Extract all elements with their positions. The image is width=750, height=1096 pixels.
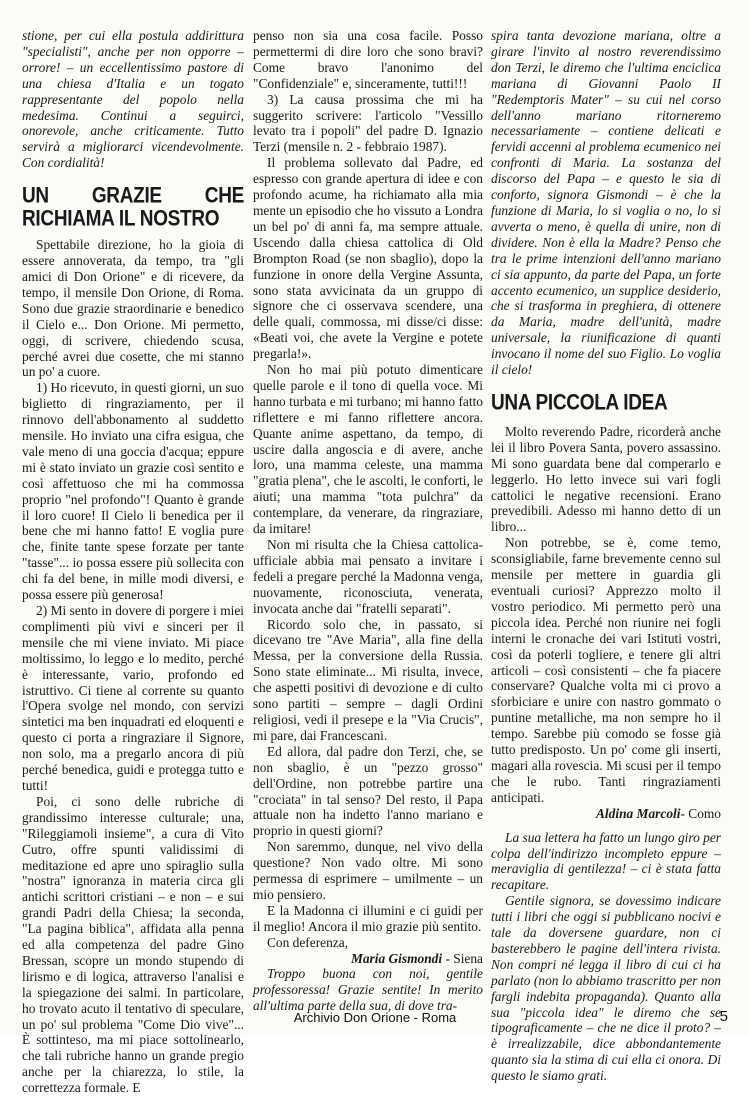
signature-name: Aldina Marcoli — [596, 805, 681, 821]
column-2 — [253, 28, 483, 1014]
paragraph: stione, per cui ella postula addirittura "specialisti", anche per non opporre – orrore! – un eccellentissimo pastore di una chiesa d'Italia e un togato rappresentante del popolo nella medesima. Continui a seguirci, onorevole, anche criticamente. Tutto servirà a migliorarci vicendevolmente. Con cordialità! — [22, 28, 244, 171]
paragraph: Non mi risulta che la Chiesa cattolica-ufficiale abbia mai pensato a invitare i fedeli a pregare perché la Madonna venga, nuovamente, riconosciuta, venerata, invocata anche dai "fratelli separati". — [253, 537, 483, 616]
paragraph: Poi, ci sono delle rubriche di grandissimo interesse culturale; una, "Rileggiamoli insieme", a cura di Vito Cutro, offre spunti validissimi di meditazione ed apre uno spiraglio sulla "nostra" ignoranza in materia circa gli antichi scrittori cristiani – e non – e sui grandi Padri della Chiesa; la seconda, "La pagina biblica", affidata alla penna ed alla competenza del padre Gino Bressan, scopre un mondo stupendo di lirismo e di logica, attraverso l'analisi e la spiegazione dei salmi. In particolare, ho trovato acuto il tentativo di speculare, un po' sul problema "Come Dio vive"... È sottinteso, ma mi piace sottolinearlo, che tali rubriche hanno un grande pregio anche per la chiarezza, lo stile, la correttezza formale. E — [22, 793, 244, 1096]
signature — [491, 806, 721, 822]
archive-footer: Archivio Don Orione - Roma — [293, 1010, 457, 1025]
paragraph: Con deferenza, — [267, 934, 349, 950]
column-1 — [22, 28, 244, 1096]
signature-place: - Siena — [442, 950, 483, 966]
page-number: 5 — [719, 1008, 728, 1025]
reply-paragraph: La sua lettera ha fatto un lungo giro per colpa dell'indirizzo incompleto eppure – meraviglia di gentilezza! – ci è stata fatta recapitare. — [491, 829, 721, 893]
paragraph: Spettabile direzione, ho la gioia di essere annoverata, da tempo, tra "gli amici di Don Orione" e di ricevere, da tempo, il mensile Don Orione, di Roma. Sono due grazie straordinarie e benedico il Cielo e... Don Orione. Mi permetto, oggi, di scrivere, chiedendo scusa, perché avrei due cosette, che mi stanno un po' a cuore. — [22, 237, 244, 380]
signature — [253, 951, 483, 967]
reply-paragraph: Gentile signora, se dovessimo indicare tutti i libri che oggi si pubblicano nocivi e tale da doversene guardare, non ci basterebbero le pagine dell'intera rivista. Non compri né legga il libro di cui ci ha parlato (non lo abbiamo trascritto per non fargli indebita propaganda). Quanto alla sua "piccola idea" le diremo che se tipograficamente – che ne dice il proto? – è irrealizzabile, dice abbondantemente quanto sia la stima di cui ella ci onora. Di questo le siamo grati. — [491, 893, 721, 1084]
paragraph: Non saremmo, dunque, nel vivo della questione? Non vado oltre. Mi sono permessa di esprimere – umilmente – un mio pensiero. — [253, 839, 483, 902]
paragraph: E la Madonna ci illumini e ci guidi per il meglio! Ancora il mio grazie più sentito. — [253, 902, 483, 934]
signature-place: - Como — [680, 805, 721, 821]
paragraph: 1) Ho ricevuto, in questi giorni, un suo biglietto di ringraziamento, per il rinnovo dell'abbonamento al suddetto mensile. Ho inviato una cifra esigua, che vale meno di una goccia d'acqua; eppure mi è stato inviato un grazie così sentito e così affettuoso che mi ha commossa proprio "nel profondo"! Quanto è grande il loro cuore! Il Cielo li benedica per il bene che mi hanno fatto! E voglia pure che, finite tante spese forzate per tante "tasse"... io possa essere più sollecita con chi fa del bene, in mille modi diversi, e possa essere più generosa! — [22, 380, 244, 603]
paragraph: 2) Mi sento in dovere di porgere i miei complimenti più vivi e sinceri per il mensile che mi viene inviato. Mi piace moltissimo, lo leggo e lo medito, perché è interessante, vario, profondo ed istruttivo. Ci tiene al corrente su quanto l'Opera svolge nel mondo, con servizi sintetici ma ben inquadrati ed eloquenti e questo ci porta a ringraziare il Signore, non solo, ma a pregarlo ancora di più perché benedica, guidi e protegga tutto e tutti! — [22, 603, 244, 793]
article-heading: UNA PICCOLA IDEA — [491, 390, 668, 415]
reply-paragraph: Troppo buona con noi, gentile professoressa! Grazie sentite! In merito all'ultima parte della sua, di dove tra- — [253, 966, 483, 1014]
reply-paragraph: spira tanta devozione mariana, oltre a girare l'invito al nostro reverendissimo don Terzi, le diremo che l'ultima enciclica mariana di Giovanni Paolo II "Redemptoris Mater" – su cui nel corso dell'anno mariano ritorneremo necessariamente – contiene delicati e fervidi accenni al problema ecumenico nei confronti di Maria. La sostanza del discorso del Papa – e questo le sia di conforto, signora Gismondi – è che la funzione di Maria, lo si voglia o no, lo si avverta o meno, è quella di unire, non di dividere. Non è ella la Madre? Penso che tra le prime intenzioni dell'anno mariano ci sia appunto, da parte del Papa, un forte accento ecumenico, un supplice desiderio, che si trasforma in preghiera, di ottenere da Maria, madre dell'unità, madre universale, la riunificazione di quanti invocano il nome del suo Figlio. Lo voglia il cielo! — [491, 28, 721, 378]
paragraph: Molto reverendo Padre, ricorderà anche lei il libro Povera Santa, povero assassino. Mi sono guardata bene dal comperarlo e leggerlo. Ho letto invece sui vari fogli cattolici le negative recensioni. Erano prevedibili. Adesso mi hanno detto di un libro... — [491, 423, 721, 535]
article-heading: UN GRAZIE CHE RICHIAMA IL NOSTRO — [22, 184, 244, 232]
paragraph: 3) La causa prossima che mi ha suggerito scrivere: l'articolo "Vessillo levato tra i popoli" del padre D. Ignazio Terzi (mensile n. 2 - febbraio 1987). — [253, 91, 483, 155]
paragraph: penso non sia una cosa facile. Posso permettermi di dire loro che sono bravi? Come bravo l'anonimo del "Confidenziale" e, sinceramente, tutti!!! — [253, 28, 483, 91]
paragraph: Ed allora, dal padre don Terzi, che, se non sbaglio, è un "pezzo grosso" dell'Ordine, non potrebbe partire una "crociata" in tal senso? Del resto, il Papa attuale non ha indetto l'anno mariano e proprio in questi giorni? — [253, 743, 483, 839]
paragraph: Non potrebbe, se è, come temo, sconsigliabile, farne brevemente cenno sul mensile per mettere in guardia gli eventuali curiosi? Apprezzo molto il vostro periodico. Mi permetto però una piccola idea. Perché non riunire nei fogli interni le cronache dei vari Istituti vostri, così da poterli togliere, e tenere gli altri articoli – così consistenti – che fa piacere conservare? Qualche volta mi ci provo a sforbiciare e unire con nastro gommato o puntine metalliche, ma non sempre ho il tempo. Sarebbe più comodo se fosse già tutto predisposto. Un po' come gli inserti, magari alla rovescia. Mi scusi per il tempo che le rubo. Tanti ringraziamenti anticipati. — [491, 535, 721, 805]
column-3 — [491, 28, 721, 1084]
signature-name: Maria Gismondi — [350, 950, 443, 966]
paragraph: Ricordo solo che, in passato, si dicevano tre "Ave Maria", alla fine della Messa, per la conversione della Russia. Sono state eliminate... Mi risulta, invece, che aspetti positivi di devozione e di culto sono partiti – sempre – dagli Ordini religiosi, vedi il presepe e la "Via Crucis", mi pare, dai Francescani. — [253, 616, 483, 743]
paragraph: Il problema sollevato dal Padre, ed espresso con grande apertura di idee e con profondo acume, ha richiamato alla mia mente un episodio che ho vissuto a Londra un bel po' di anni fa, ma sempre attuale. Uscendo dalla chiesa cattolica di Old Brompton Road (se non sbaglio), dopo la funzione in onore della Vergine Assunta, sono stata avvicinata da un gruppo di signore che ci osservava scendere, una delle quali, commossa, mi disse/ci disse: «Beati voi, che avete la Vergine e potete pregarla!». — [253, 155, 483, 362]
paragraph: Non ho mai più potuto dimenticare quelle parole e il tono di quella voce. Mi hanno turbata e mi turbano; mi hanno fatto riflettere e mi fanno riflettere ancora. Quante anime aspettano, da tempo, di uscire dalla angoscia e di avere, anche loro, una mamma celeste, una mamma "gratia plena", che le ascolti, le conforti, le aiuti; una mamma "tota pulchra" da contemplare, da venerare, da ringraziare, da imitare! — [253, 362, 483, 537]
